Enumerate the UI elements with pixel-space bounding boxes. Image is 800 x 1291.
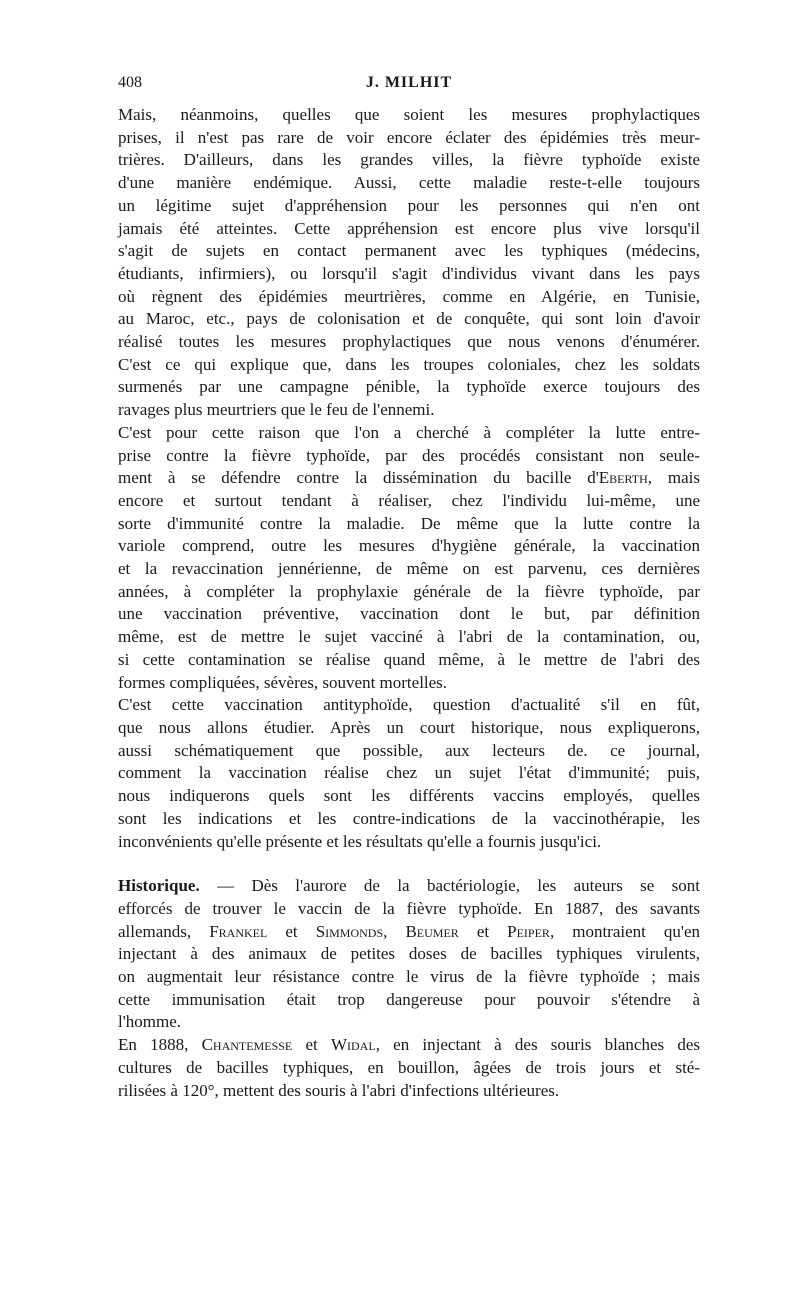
page-number: 408 [118, 74, 142, 91]
text-fragment: et [267, 921, 316, 941]
text-fragment: , montraient qu'en [549, 921, 701, 941]
text-fragment: et [458, 921, 508, 941]
paragraph-2 [118, 422, 700, 694]
text-line: efforcés de trouver le vaccin de la fièvre typhoïde. En 1887, des savants [118, 898, 700, 918]
text-line: même, est de mettre le sujet vacciné à l'abri de la contamination, ou, [118, 627, 700, 647]
text-fragment: , en injectant à des souris blanches des [375, 1035, 700, 1055]
paragraph-historique [118, 875, 700, 1034]
author-name: Frankel [209, 921, 268, 941]
text-line-eberth [118, 467, 700, 490]
text-line: sorte d'immunité contre la maladie. De même que la lutte contre la [118, 513, 700, 533]
text-line: on augmentait leur résistance contre le virus de la fièvre typhoïde ; mais [118, 967, 700, 987]
text-line: aussi schématiquement que possible, aux lecteurs de. ce journal, [118, 740, 700, 760]
text-line: cultures de bacilles typhiques, en bouillon, âgées de trois jours et sté- [118, 1057, 700, 1077]
text-line: rilisées à 120°, mettent des souris à l'abri d'infections ultérieures. [118, 1080, 560, 1100]
text-fragment: allemands, [118, 921, 210, 941]
text-line: s'agit de sujets en contact permanent avec les typhiques (médecins, [118, 241, 700, 261]
text-line: une vaccination préventive, vaccination dont le but, par définition [118, 604, 700, 624]
text-line: variole comprend, outre les mesures d'hygiène générale, la vaccination [118, 536, 700, 556]
text-fragment: , mais [647, 468, 700, 488]
text-line [118, 921, 700, 944]
text-fragment: En 1888, [118, 1035, 202, 1055]
text-line: C'est ce qui explique que, dans les troupes coloniales, chez les soldats [118, 354, 700, 374]
text-line: inconvénients qu'elle présente et les résultats qu'elle a fournis jusqu'ici. [118, 831, 602, 851]
text-line: un légitime sujet d'appréhension pour les personnes qui n'en ont [118, 195, 700, 215]
text-fragment: — Dès l'aurore de la bactériologie, les auteurs se sont [199, 876, 700, 896]
text-line: cette immunisation était trop dangereuse pour pouvoir s'étendre à [118, 989, 700, 1009]
text-line: où règnent des épidémies meurtrières, comme en Algérie, en Tunisie, [118, 286, 700, 306]
text-line: années, à compléter la prophylaxie générale de la fièvre typhoïde, par [118, 581, 700, 601]
text-line: au Maroc, etc., pays de colonisation et de conquête, qui sont loin d'avoir [118, 309, 700, 329]
author-name-eberth: Eberth [598, 468, 648, 488]
text-line: jamais été atteintes. Cette appréhension est encore plus vive lorsqu'il [118, 218, 700, 238]
text-line: trières. D'ailleurs, dans les grandes villes, la fièvre typhoïde existe [118, 150, 700, 170]
text-line: C'est cette vaccination antityphoïde, question d'actualité s'il en fût, [118, 695, 700, 715]
text-line: comment la vaccination réalise chez un sujet l'état d'immunité; puis, [118, 763, 700, 783]
paragraph-1 [118, 104, 700, 422]
paragraph-3 [118, 694, 700, 853]
text-line: réalisé toutes les mesures prophylactiques que nous venons d'énumérer. [118, 332, 700, 352]
text-line: étudiants, infirmiers), ou lorsqu'il s'agit d'individus vivant dans les pays [118, 263, 700, 283]
text-line [118, 1034, 700, 1057]
text-line: surmenés par une campagne pénible, la typhoïde exerce toujours des [118, 377, 700, 397]
running-head [118, 74, 700, 98]
section-heading: Historique. [118, 876, 200, 896]
text-line: Mais, néanmoins, quelles que soient les mesures prophylactiques [118, 105, 700, 124]
body-text [118, 104, 700, 1102]
running-title: J. MILHIT [365, 74, 453, 91]
text-line: l'homme. [118, 1012, 182, 1032]
paragraph-final [118, 1034, 700, 1102]
author-name: Simmonds [315, 921, 384, 941]
text-line: prise contre la fièvre typhoïde, par des procédés consistant non seule- [118, 445, 700, 465]
text-fragment: , [383, 921, 406, 941]
text-line: nous indiquerons quels sont les différents vaccins employés, quelles [118, 786, 700, 806]
author-name: Widal [330, 1035, 376, 1055]
text-line: prises, il n'est pas rare de voir encore éclater des épidémies très meur- [118, 127, 700, 147]
author-name: Peiper [507, 921, 550, 941]
text-fragment: ment à se défendre contre la dissémination du bacille d' [118, 468, 599, 488]
text-line: que nous allons étudier. Après un court historique, nous expliquerons, [118, 717, 700, 737]
text-line: encore et surtout tendant à réaliser, chez l'individu lui-même, une [118, 490, 700, 510]
text-line: injectant à des animaux de petites doses de bacilles typhiques virulents, [118, 944, 700, 964]
text-line: formes compliquées, sévères, souvent mortelles. [118, 672, 448, 692]
text-line: sont les indications et les contre-indications de la vaccinothérapie, les [118, 808, 700, 828]
text-fragment: et [292, 1035, 331, 1055]
text-line: si cette contamination se réalise quand même, à le mettre de l'abri des [118, 649, 700, 669]
author-name: Beumer [405, 921, 459, 941]
text-line: et la revaccination jennérienne, de même on est parvenu, ces dernières [118, 559, 700, 579]
author-name: Chantemesse [201, 1035, 293, 1055]
text-line: C'est pour cette raison que l'on a cherché à compléter la lutte entre- [118, 422, 700, 442]
text-line: d'une manière endémique. Aussi, cette maladie reste-t-elle toujours [118, 173, 700, 193]
text-line [118, 875, 700, 898]
text-line: ravages plus meurtriers que le feu de l'ennemi. [118, 400, 435, 420]
